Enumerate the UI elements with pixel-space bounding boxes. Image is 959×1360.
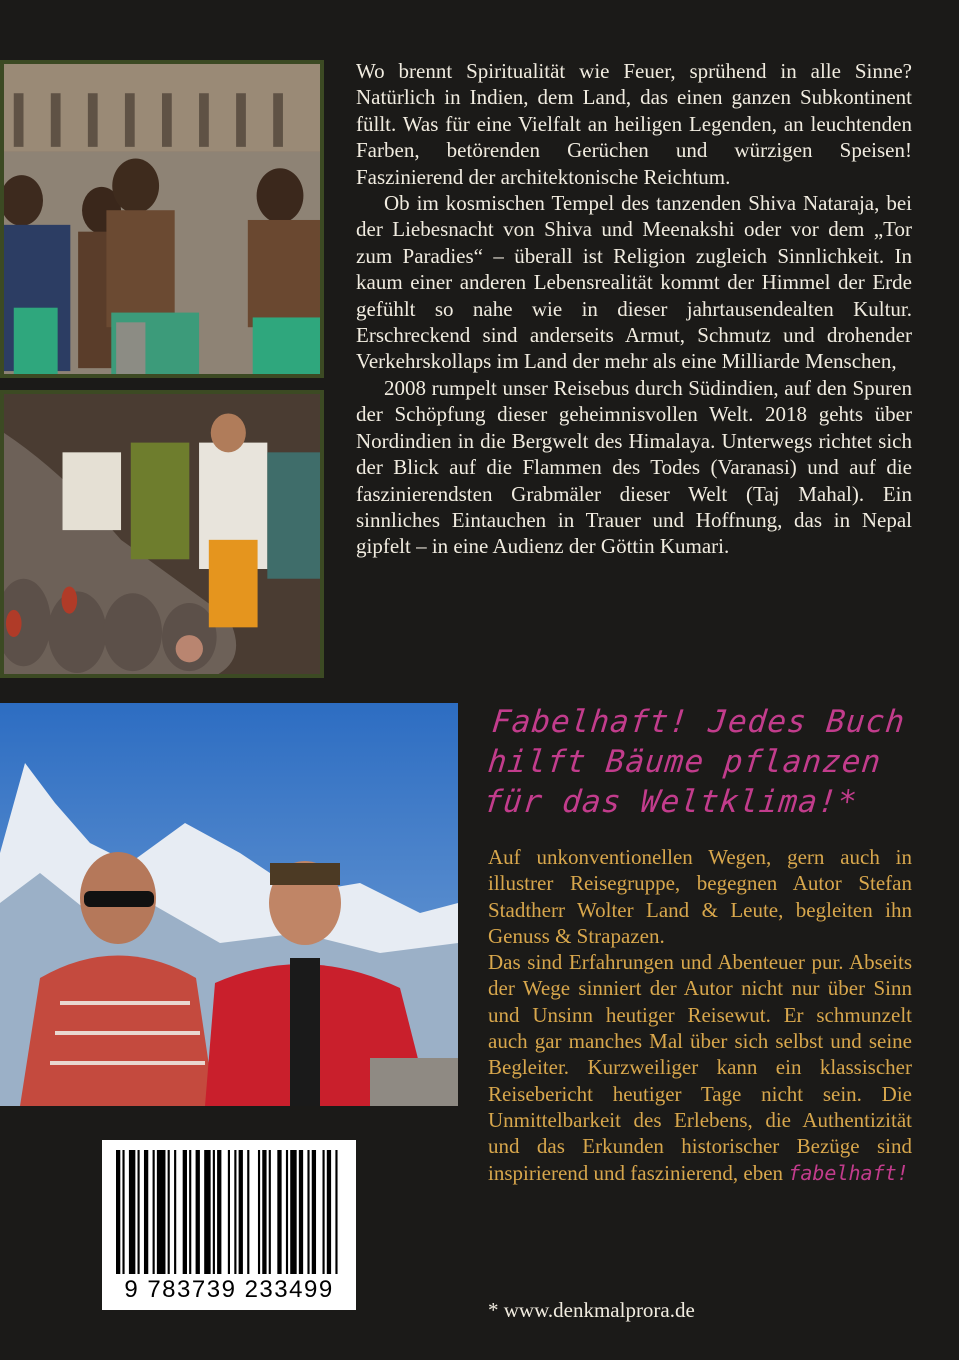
barcode-bars — [116, 1150, 344, 1274]
intro-text — [356, 58, 912, 560]
intro-paragraph-1: Wo brennt Spiritualität wie Feuer, sprühend in alle Sinne? Natürlich in Indien, dem Land, das einen ganzen Subkontinent füllt. Was für eine Vielfalt an heiligen Legenden, an leuchtenden Farben, betörenden Gerüchen und würzigen Speisen! Faszinierend der architektonische Reichtum. — [356, 59, 912, 189]
intro-paragraph-3: 2008 rumpelt unser Reisebus durch Südindien, auf den Spuren der Schöpfung dieser geheimnisvollen Welt. 2018 gehts über Nordindien in die Bergwelt des Himalaya. Unterwegs richtet sich der Blick auf die Flammen des Todes (Varanasi) und auf die faszinierendsten Grabmäler dieser Welt (Taj Mahal). Ein sinnliches Eintauchen in Trauer und Hoffnung, das in Nepal gipfelt – in eine Audienz der Göttin Kumari. — [356, 375, 912, 559]
author-paragraph-2-text: Das sind Erfahrungen und Abenteuer pur. Abseits der Wege sinniert der Autor nicht nur über Sinn und Unsinn heutiger Reisewut. Er schmunzelt auch gar manches Mal über sich selbst und seine Begleiter. Kurzweiliger kann ein klassischer Reisebericht heutiger Tage nicht sein. Die Unmittelbarkeit des Erlebens, die Authentizität und das Erkunden historischer Bezüge sind inspirierend und faszinierend, eben — [488, 950, 912, 1185]
footnote-website: * www.denkmalprora.de — [488, 1298, 695, 1322]
fabelhaft-accent: fabelhaft! — [788, 1160, 909, 1185]
intro-paragraph-2: Ob im kosmischen Tempel des tanzenden Shiva Nataraja, bei der Liebesnacht von Shiva und Meenakshi oder vor dem „Tor zum Paradies“ – überall ist Religion zugleich Sinnlichkeit. In kaum einer anderen Lebensrealität kommt der Himmel der Erde gefühlt so nahe wie in dieser jahrtausendealten Kultur. Erschreckend sind anderseits Armut, Schmutz und drohender Verkehrskollaps im Land der mehr als eine Milliarde Menschen, — [356, 191, 912, 374]
priests-photo — [0, 60, 324, 378]
pilgrims-photo — [0, 390, 324, 678]
isbn-barcode — [102, 1140, 356, 1310]
author-paragraph-2 — [488, 949, 912, 1186]
slogan: Fabelhaft! Jedes Buch hilft Bäume pflanzen für das Weltklima!* — [481, 704, 908, 820]
author-paragraph-1: Auf unkonventionellen Wegen, gern auch in illustrer Reisegruppe, begegnen Autor Stefan Stadtherr Wolter Land & Leute, begleiten ihn Genuss & Strapazen. — [488, 845, 912, 948]
couple-himalaya-photo — [0, 703, 458, 1106]
barcode-digits: 9 783739 233499 — [124, 1276, 334, 1303]
author-text — [488, 844, 912, 1186]
